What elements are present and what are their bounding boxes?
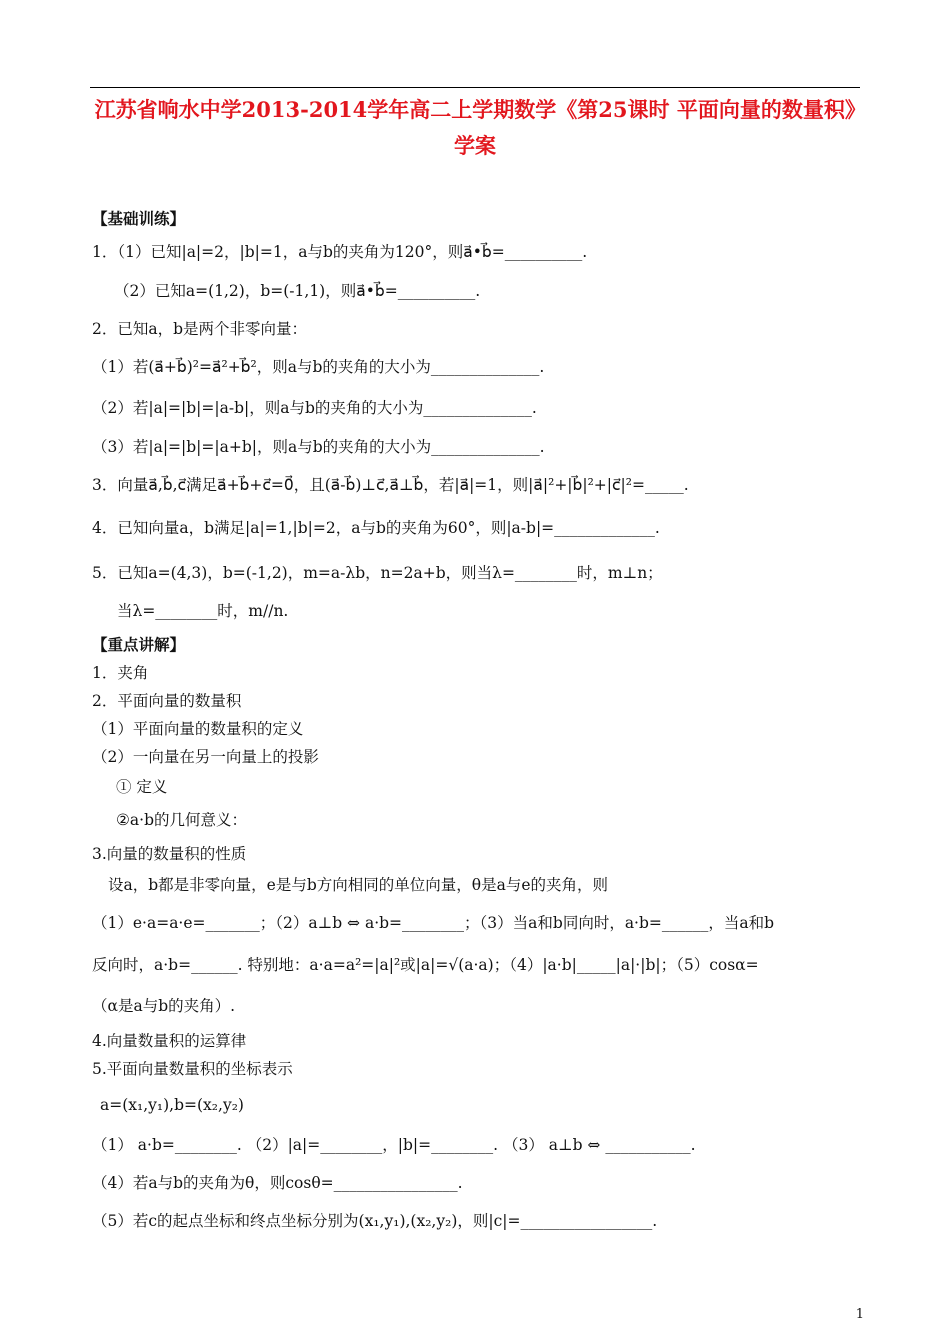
text-line: 1．夹角 xyxy=(92,664,149,682)
page-title: 江苏省响水中学2013-2014学年高二上学期数学《第25课时 平面向量的数量积》学案 xyxy=(94,97,856,158)
text-line: 1．（1）已知|a|=2，|b|=1，a与b的夹角为120°，则a⃗•b⃗=__________. xyxy=(92,243,588,261)
text-line: 5.平面向量数量积的坐标表示 xyxy=(92,1060,293,1078)
text-line: （4）若a与b的夹角为θ，则cosθ=________________. xyxy=(92,1174,463,1192)
text-line: （5）若c的起点坐标和终点坐标分别为(x₁,y₁),(x₂,y₂)，则|c|=_________________. xyxy=(92,1212,658,1230)
text-line: （1）e·a=a·e=_______；（2）a⊥b ⇔ a·b=________；（3）当a和b同向时，a·b=______，当a和b xyxy=(92,914,775,932)
text-line: 4.向量数量积的运算律 xyxy=(92,1032,247,1050)
text-line: 5．已知a=(4,3)，b=(-1,2)，m=a-λb，n=2a+b，则当λ=________时，m⊥n； xyxy=(92,564,663,582)
text-line: 3．向量a⃗,b⃗,c⃗满足a⃗+b⃗+c⃗=0⃗，且(a⃗-b⃗)⊥c⃗,a⃗⊥b⃗，若|a⃗|=1，则|a⃗|²+|b⃗|²+|c⃗|²=_____. xyxy=(92,476,689,494)
header-rule xyxy=(90,87,860,88)
section-heading-basic: 【基础训练】 xyxy=(92,209,186,228)
section-heading-key-points: 【重点讲解】 xyxy=(92,635,186,654)
text-line: 3.向量的数量积的性质 xyxy=(92,845,247,863)
text-line: 4．已知向量a，b满足|a|=1,|b|=2，a与b的夹角为60°，则|a-b|=_____________. xyxy=(92,519,660,537)
text-line: 当λ=________时，m//n. xyxy=(117,602,289,620)
text-line: 2．已知a，b是两个非零向量： xyxy=(92,320,308,338)
text-line: ②a·b的几何意义： xyxy=(116,811,247,829)
text-line: （2）已知a=(1,2)，b=(-1,1)，则a⃗•b⃗=__________. xyxy=(114,282,481,300)
text-line: （1）平面向量的数量积的定义 xyxy=(92,720,304,738)
text-line: ① 定义 xyxy=(116,778,168,796)
text-line: 2．平面向量的数量积 xyxy=(92,692,242,710)
text-line: （2）一向量在另一向量上的投影 xyxy=(92,748,319,766)
text-line: （3）若|a|=|b|=|a+b|，则a与b的夹角的大小为______________. xyxy=(92,438,545,456)
text-line: （1） a·b=________. （2）|a|=________，|b|=________. （3） a⊥b ⇔ ___________. xyxy=(92,1136,696,1154)
text-line: （α是a与b的夹角）. xyxy=(92,997,236,1015)
text-line: a=(x₁,y₁),b=(x₂,y₂) xyxy=(100,1096,244,1114)
text-line: （2）若|a|=|b|=|a-b|，则a与b的夹角的大小为______________. xyxy=(92,399,537,417)
text-line: 设a，b都是非零向量，e是与b方向相同的单位向量，θ是a与e的夹角，则 xyxy=(108,876,609,894)
text-line: （1）若(a⃗+b⃗)²=a⃗²+b⃗²，则a与b的夹角的大小为______________. xyxy=(92,358,545,376)
page-number: 1 xyxy=(855,1307,864,1322)
text-line: 反向时，a·b=______. 特别地：a·a=a²=|a|²或|a|=√(a·a)；（4）|a·b|_____|a|·|b|；（5）cosα= xyxy=(92,956,759,974)
